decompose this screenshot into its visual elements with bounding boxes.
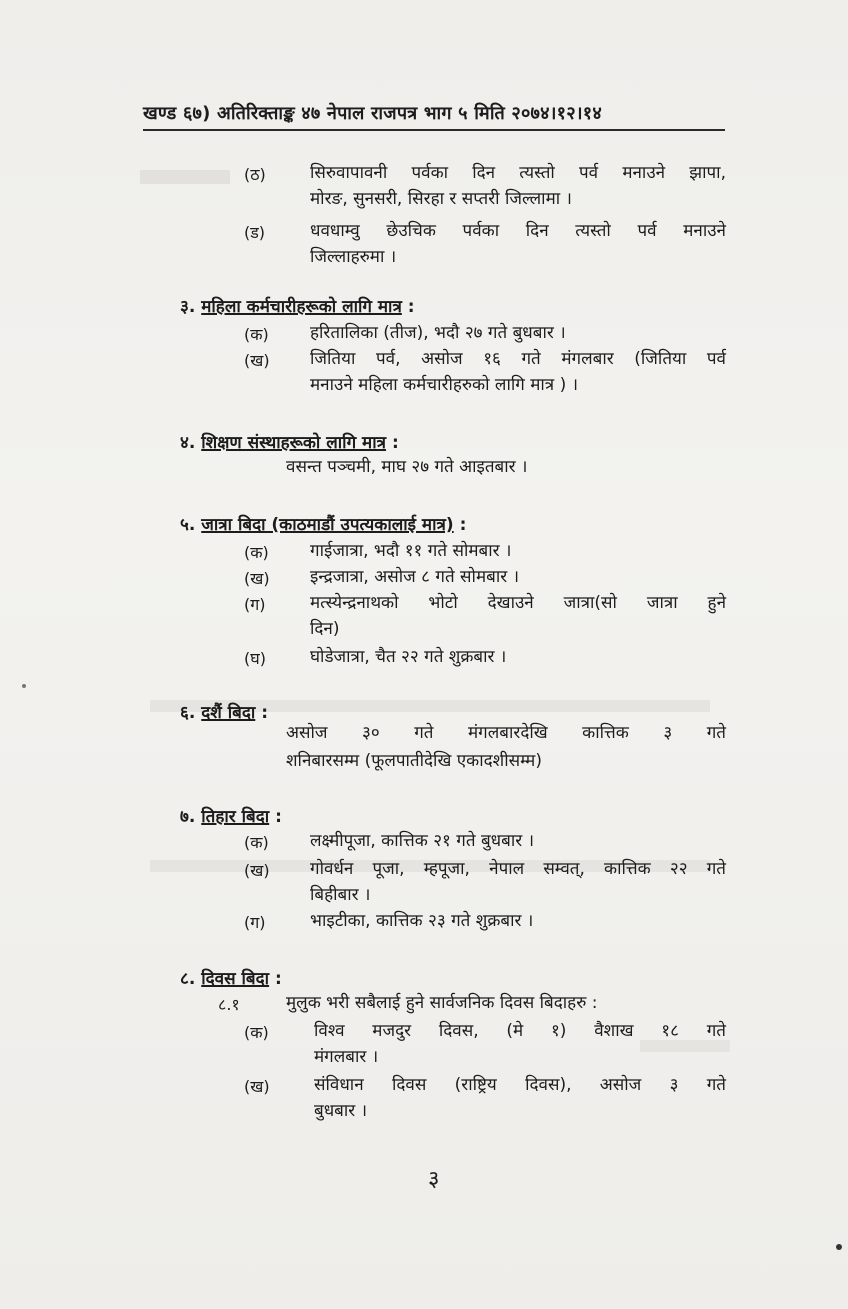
item-marker: (ख) — [244, 861, 270, 880]
subsection-text: मुलुक भरी सबैलाई हुने सार्वजनिक दिवस बिदाहरु : — [286, 993, 598, 1013]
item-text-line: लक्ष्मीपूजा, कात्तिक २१ गते बुधबार । — [310, 831, 535, 851]
item-text-line: मनाउने महिला कर्मचारीहरुको लागि मात्र ) । — [310, 375, 579, 395]
section-text: वसन्त पञ्चमी, माघ २७ गते आइतबार । — [286, 457, 528, 477]
item-text-line: सिरुवापावनी पर्वका दिन त्यस्तो पर्व मनाउने झापा, — [310, 163, 726, 183]
item-marker: (क) — [244, 325, 269, 344]
section-heading — [180, 806, 282, 828]
section-title: महिला कर्मचारीहरूको लागि मात्र — [201, 297, 402, 317]
item-text-line: हरितालिका (तीज), भदौ २७ गते बुधबार । — [310, 323, 566, 343]
bleed-through-shading — [140, 170, 230, 184]
section-heading — [180, 702, 268, 724]
item-marker: (ख) — [244, 351, 270, 370]
item-text-line: भाइटीका, कात्तिक २३ गते शुक्रबार । — [310, 911, 534, 931]
page-number: ३ — [428, 1167, 440, 1192]
item-text-line: बुधबार । — [314, 1101, 368, 1121]
section-heading — [180, 432, 399, 454]
section-colon: : — [275, 969, 282, 989]
section-colon: : — [391, 433, 399, 453]
item-text-line: गोवर्धन पूजा, म्हपूजा, नेपाल सम्वत्, कात्तिक २२ गते — [310, 859, 726, 879]
item-marker: (ग) — [244, 595, 266, 614]
item-marker: (क) — [244, 833, 269, 852]
item-text-line: मंगलबार । — [314, 1047, 379, 1067]
item-text-line: घोडेजात्रा, चैत २२ गते शुक्रबार । — [310, 647, 507, 667]
section-text-line: असोज ३० गते मंगलबारदेखि कात्तिक ३ गते — [286, 723, 726, 743]
item-marker: (ख) — [244, 569, 270, 588]
item-text-line: धवधाम्वु छेउचिक पर्वका दिन त्यस्तो पर्व मनाउने — [310, 221, 726, 241]
item-text-line: संविधान दिवस (राष्ट्रिय दिवस), असोज ३ गते — [314, 1075, 726, 1095]
item-text-line: जिल्लाहरुमा । — [310, 247, 397, 267]
item-marker: (ड) — [244, 223, 266, 242]
section-heading — [180, 968, 282, 990]
section-title: दिवस बिदा — [201, 969, 270, 989]
item-text-line: जितिया पर्व, असोज १६ गते मंगलबार (जितिया पर्व — [310, 349, 726, 369]
section-number: ७. — [180, 807, 196, 827]
item-marker: (क) — [244, 543, 269, 562]
section-title: दशैं बिदा — [201, 703, 256, 723]
item-text-line: गाईजात्रा, भदौ ११ गते सोमबार । — [310, 541, 512, 561]
item-marker: (ख) — [244, 1077, 270, 1096]
subsection-number: ८.१ — [218, 995, 240, 1014]
item-marker: (ग) — [244, 913, 266, 932]
section-colon: : — [275, 807, 282, 827]
item-text-line: मोरङ, सुनसरी, सिरहा र सप्तरी जिल्लामा । — [310, 189, 572, 209]
item-text-line: इन्द्रजात्रा, असोज ८ गते सोमबार । — [310, 567, 520, 587]
item-text-line: बिहीबार । — [310, 885, 371, 905]
section-colon: : — [459, 515, 467, 535]
gazette-header: खण्ड ६७) अतिरिक्ताङ्क ४७ नेपाल राजपत्र भाग ५ मिति २०७४।१२।१४ — [143, 101, 725, 131]
item-marker: (ठ) — [244, 165, 266, 184]
section-title: शिक्षण संस्थाहरूको लागि मात्र — [201, 433, 387, 453]
section-text-line: शनिबारसम्म (फूलपातीदेखि एकादशीसम्म) — [286, 751, 542, 771]
item-text-line: विश्व मजदुर दिवस, (मे १) वैशाख १८ गते — [314, 1021, 726, 1041]
section-heading — [180, 514, 466, 536]
section-number: ८. — [180, 969, 196, 989]
section-number: ३. — [180, 297, 196, 317]
item-marker: (घ) — [244, 649, 266, 668]
ink-speck — [836, 1244, 842, 1250]
section-number: ६. — [180, 703, 196, 723]
section-title: तिहार बिदा — [201, 807, 270, 827]
section-colon: : — [407, 297, 415, 317]
item-text-line: मत्स्येन्द्रनाथको भोटो देखाउने जात्रा(सो जात्रा हुने — [310, 593, 726, 613]
section-number: ४. — [180, 433, 196, 453]
section-number: ५. — [180, 515, 196, 535]
item-text-line: दिन) — [310, 619, 340, 639]
ink-speck — [22, 684, 26, 688]
section-colon: : — [261, 703, 269, 723]
item-marker: (क) — [244, 1023, 269, 1042]
section-title: जात्रा बिदा (काठमाडौं उपत्यकालाई मात्र) — [201, 515, 454, 535]
section-heading — [180, 296, 415, 318]
